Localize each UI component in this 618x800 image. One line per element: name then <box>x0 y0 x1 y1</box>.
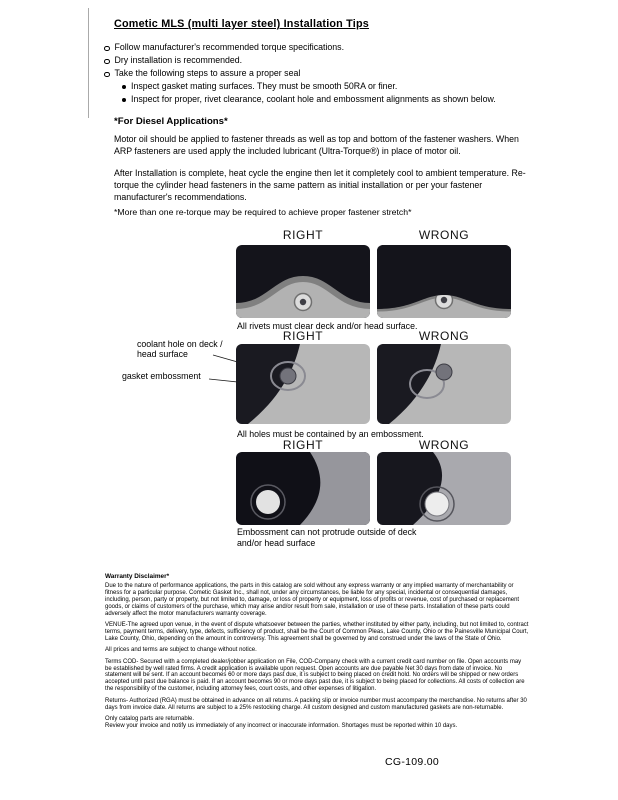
tip-text: Dry installation is recommended. <box>114 55 243 65</box>
right-label-row2: RIGHT <box>282 329 324 343</box>
filled-bullet-icon <box>122 85 126 89</box>
coolant-hole-label: coolant hole on deck / head surface <box>137 339 223 359</box>
list-item <box>104 54 534 67</box>
diesel-applications-heading: *For Diesel Applications* <box>114 116 228 127</box>
diagram-embossment-wrong-image <box>377 452 511 525</box>
caption-embossment: Embossment can not protrude outside of deck and/or head surface <box>237 527 417 548</box>
gasket-embossment-label: gasket embossment <box>122 371 201 381</box>
list-item <box>104 41 534 54</box>
disclaimer-paragraph: Due to the nature of performance applications, the parts in this catalog are sold without any express warranty or any implied warranty of merchantability or fitness for a particular purpose. Cometic Gasket Inc., shall not, under any circumstances, be liable for any special, incidental or consequential damages, including, person, party or property, but not limited to, damage, or loss of property or equipment, loss of profits or revenue, cost of purchased or replacement goods, or claims of customers of the purchase, which may arise and/or result from sale, installation or use of these parts. Installation of these parts could adversely affect the motor manufacturers warranty coverage. <box>105 583 520 617</box>
diagram-embossment-right-image <box>236 452 370 525</box>
wrong-label-row1: WRONG <box>418 228 470 242</box>
disclaimer-paragraph: VENUE-The agreed upon venue, in the event of dispute whatsoever between the parties, whether instituted by either party, including, but not limited to, contract terms, payment terms, delivery, type, defects, sufficiency of product, shall be the Court of Common Pleas, Lake County, Ohio or the Painesville Municipal Court, Lake County, Ohio, depending on the amount in controversy. This agreement shall be governed by and construed under the laws of the State of Ohio. <box>105 622 529 642</box>
list-item <box>104 67 534 80</box>
diagram-rivet-wrong-image <box>377 245 511 318</box>
disclaimer-paragraph: Terms COD- Secured with a completed dealer/jobber application on File, COD-Company check with a current credit card number on file. Open accounts may be established by well rated firms. A credit application is available upon request. Open accounts are due payable Net 30 days from date of invoice. No statement will be sent. If an account becomes 60 or more days past due, it is subject to being placed on credit hold. No orders will be shipped or new orders accepted until past due balance is paid. If an account becomes 90 or more days past due, it is subject to being placed for collections. All costs of collection are the responsibility of the customer, including attorney fees, court costs, and other expenses of litigation. <box>105 658 525 693</box>
diagram-hole-wrong-image <box>377 344 511 424</box>
diagram-hole-right-image <box>236 344 370 424</box>
installation-tips-list <box>104 41 534 106</box>
disclaimer-paragraph: Review your invoice and notify us immediately of any incorrect or inaccurate information. Shortages must be reported within 10 days. <box>105 722 458 729</box>
disclaimer-heading: Warranty Disclaimer* <box>105 573 170 580</box>
tip-text: Inspect for proper, rivet clearance, coolant hole and embossment alignments as shown below. <box>131 94 496 104</box>
diesel-paragraph-1: Motor oil should be applied to fastener threads as well as top and bottom of the fastener washers. When ARP fasteners are used apply the included lubricant (Ultra-Torque®) in place of motor oil. <box>114 134 519 156</box>
list-item <box>122 93 534 106</box>
page-code: CG-109.00 <box>385 756 440 768</box>
diagram-rivet-right-image <box>236 245 370 318</box>
page-title: Cometic MLS (multi layer steel) Installation Tips <box>114 18 369 30</box>
caption-rivets: All rivets must clear deck and/or head surface. <box>237 321 418 331</box>
diesel-paragraph-2: After Installation is complete, heat cycle the engine then let it completely cool to ambient temperature. Re-torque the cylinder head fasteners in the same pattern as initial installation or per your fastener manufacturer's recommendations. <box>114 168 526 202</box>
list-item <box>122 80 534 93</box>
filled-bullet-icon <box>122 98 126 102</box>
caption-holes: All holes must be contained by an embossment. <box>237 429 424 439</box>
page-edge-line <box>88 8 89 118</box>
disclaimer-paragraph: Returns- Authorized (RGA) must be obtained in advance on all returns. A packing slip or invoice number must accompany the merchandise. No returns after 30 days from invoice date. All returns are subject to a 25% restocking charge. All custom designed and custom manufactured gaskets are non-returnable. <box>105 697 527 711</box>
hollow-bullet-icon <box>104 72 110 78</box>
wrong-label-row3: WRONG <box>418 438 470 452</box>
right-label-row1: RIGHT <box>282 228 324 242</box>
wrong-label-row2: WRONG <box>418 329 470 343</box>
disclaimer-paragraph: All prices and terms are subject to change without notice. <box>105 647 257 654</box>
tip-text: Take the following steps to assure a proper seal <box>114 68 301 78</box>
tip-text: Follow manufacturer's recommended torque specifications. <box>114 42 345 52</box>
right-label-row3: RIGHT <box>282 438 324 452</box>
retorque-note: *More than one re-torque may be required to achieve proper fastener stretch* <box>114 207 412 217</box>
warranty-disclaimer-section <box>105 573 529 734</box>
hollow-bullet-icon <box>104 46 110 52</box>
hollow-bullet-icon <box>104 59 110 65</box>
tip-text: Inspect gasket mating surfaces. They must be smooth 50RA or finer. <box>131 81 398 91</box>
disclaimer-paragraph: Only catalog parts are returnable. <box>105 716 195 722</box>
